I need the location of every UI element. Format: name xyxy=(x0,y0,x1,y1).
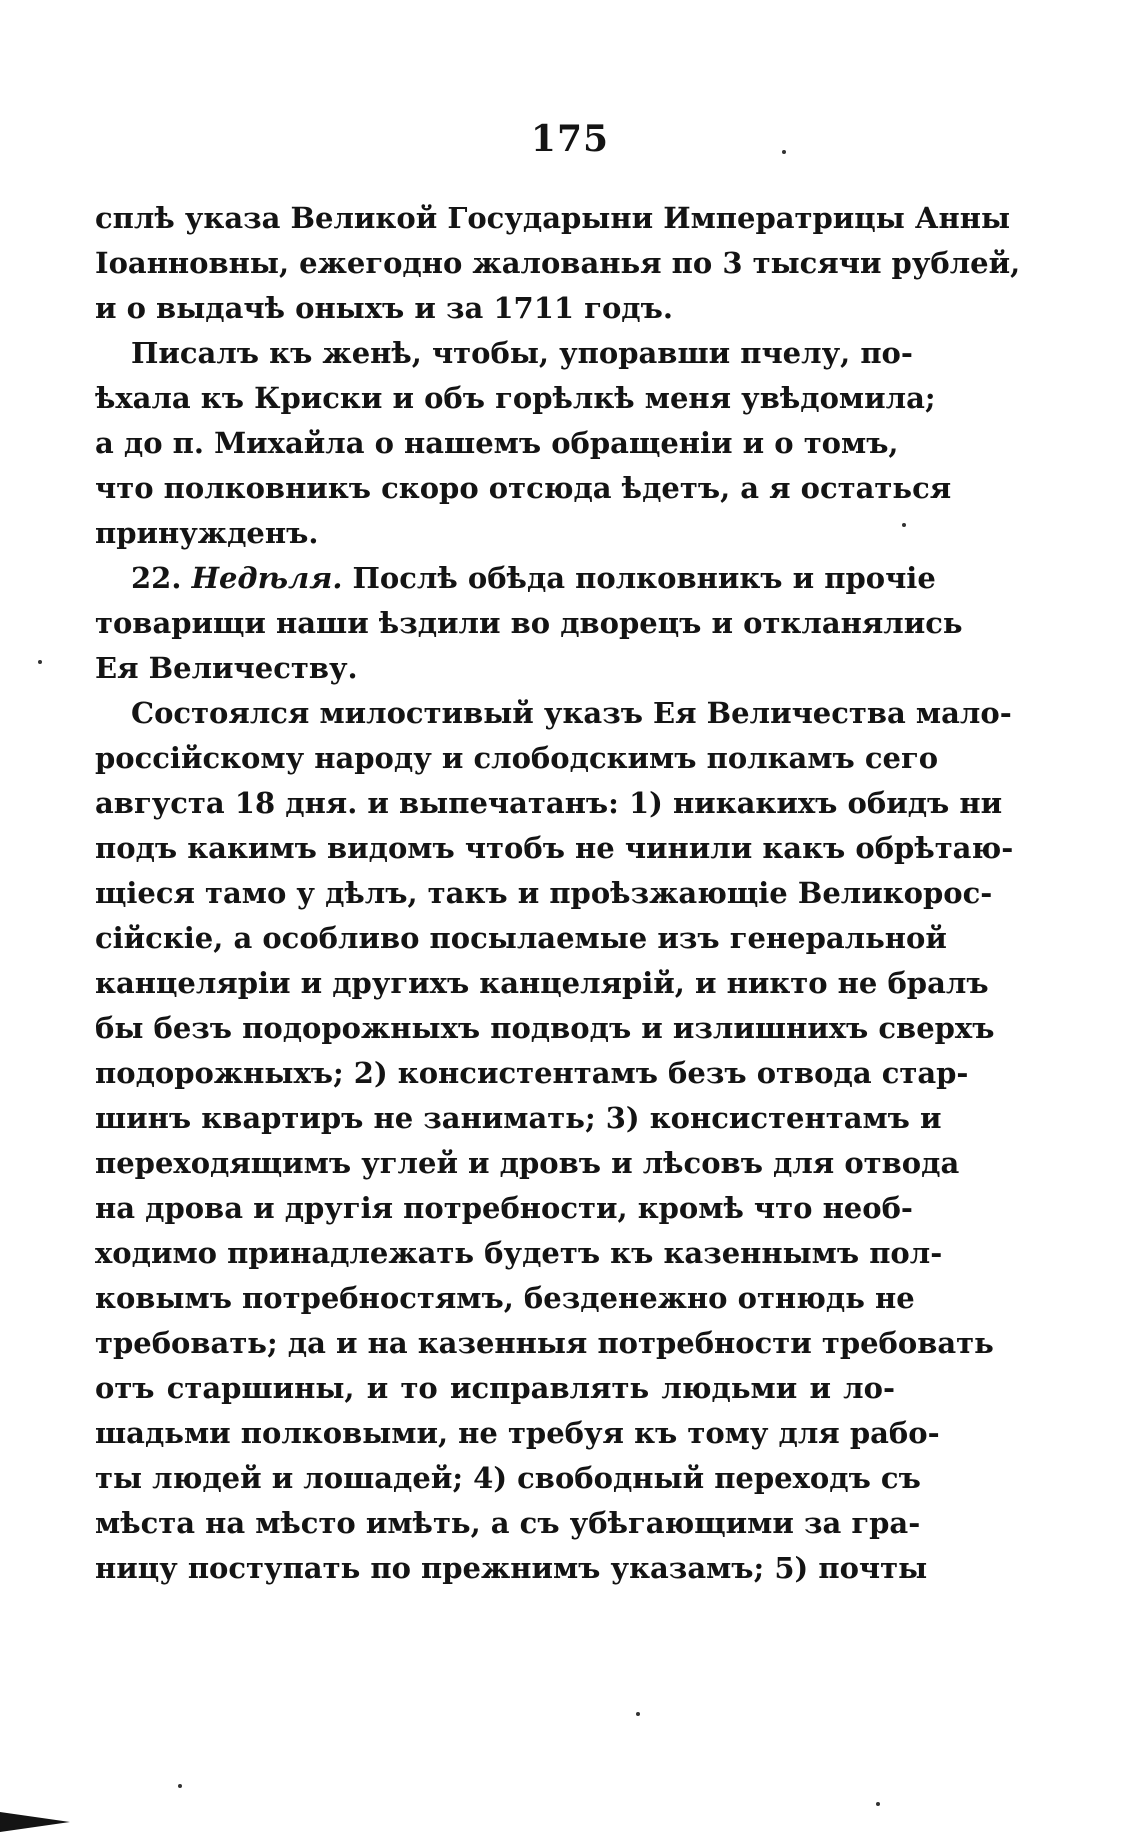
text-line: а до п. Михайла о нашемъ обращеніи и о томъ, xyxy=(95,426,899,460)
scan-speck xyxy=(782,150,786,154)
page-number: 175 xyxy=(530,118,610,160)
text-line: ходимо принадлежать будетъ къ казеннымъ пол- xyxy=(95,1236,943,1270)
text-line: товарищи наши ѣздили во дворецъ и откланялись xyxy=(95,606,963,640)
scan-speck xyxy=(636,1712,640,1716)
text-line: переходящимъ углей и дровъ и лѣсовъ для отвода xyxy=(95,1146,960,1180)
text-line: бы безъ подорожныхъ подводъ и излишнихъ сверхъ xyxy=(95,1011,995,1045)
text-line: подъ какимъ видомъ чтобъ не чинили какъ обрѣтаю- xyxy=(95,831,1014,865)
text-line: требовать; да и на казенныя потребности требовать xyxy=(95,1326,994,1360)
text-line: Іоанновны, ежегодно жалованья по 3 тысячи рублей, xyxy=(95,246,1021,280)
body-text xyxy=(95,196,1021,1591)
text-line: канцеляріи и другихъ канцелярій, и никто не бралъ xyxy=(95,966,989,1000)
text-line: шадьми полковыми, не требуя къ тому для рабо- xyxy=(95,1416,940,1450)
scan-speck xyxy=(38,660,42,664)
text-line: Состоялся милостивый указъ Ея Величества мало- xyxy=(131,696,1012,730)
text-line: ницу поступать по прежнимъ указамъ; 5) почты xyxy=(95,1551,928,1585)
scan-edge-mark xyxy=(0,1812,70,1832)
text-line: что полковникъ скоро отсюда ѣдетъ, а я остаться xyxy=(95,471,952,505)
text-line: щіеся тамо у дѣлъ, такъ и проѣзжающіе Великорос- xyxy=(95,876,993,910)
text-line: подорожныхъ; 2) консистентамъ безъ отвода стар- xyxy=(95,1056,969,1090)
text-line: ковымъ потребностямъ, безденежно отнюдь не xyxy=(95,1281,915,1315)
entry-text: Послѣ обѣда полковникъ и прочіе xyxy=(352,561,936,595)
text-line: шинъ квартиръ не занимать; 3) консистентамъ и xyxy=(95,1101,942,1135)
text-line: и о выдачѣ оныхъ и за 1711 годъ. xyxy=(95,291,673,325)
text-line: августа 18 дня. и выпечатанъ: 1) никакихъ обидъ ни xyxy=(95,786,1003,820)
text-line: мѣста на мѣсто имѣть, а съ убѣгающими за гра- xyxy=(95,1506,921,1540)
entry-weekday: Недѣля. xyxy=(191,561,343,595)
text-line: Ея Величеству. xyxy=(95,651,358,685)
text-line: ѣхала къ Криски и объ горѣлкѣ меня увѣдомила; xyxy=(95,381,936,415)
text-line: отъ старшины, и то исправлять людьми и ло- xyxy=(95,1371,895,1405)
entry-date: 22. xyxy=(131,561,182,595)
text-line: россійскому народу и слободскимъ полкамъ сего xyxy=(95,741,939,775)
text-line: принужденъ. xyxy=(95,516,319,550)
text-line: сплѣ указа Великой Государыни Императрицы Анны xyxy=(95,201,1011,235)
scan-speck xyxy=(902,523,906,527)
entry-22-heading-line xyxy=(95,556,936,601)
scan-speck xyxy=(178,1784,182,1788)
text-line: ты людей и лошадей; 4) свободный переходъ съ xyxy=(95,1461,921,1495)
scan-speck xyxy=(876,1802,880,1806)
text-line: Писалъ къ женѣ, чтобы, упоравши пчелу, по- xyxy=(131,336,913,370)
text-line: сійскіе, а особливо посылаемые изъ генеральной xyxy=(95,921,947,955)
text-line: на дрова и другія потребности, кромѣ что необ- xyxy=(95,1191,913,1225)
